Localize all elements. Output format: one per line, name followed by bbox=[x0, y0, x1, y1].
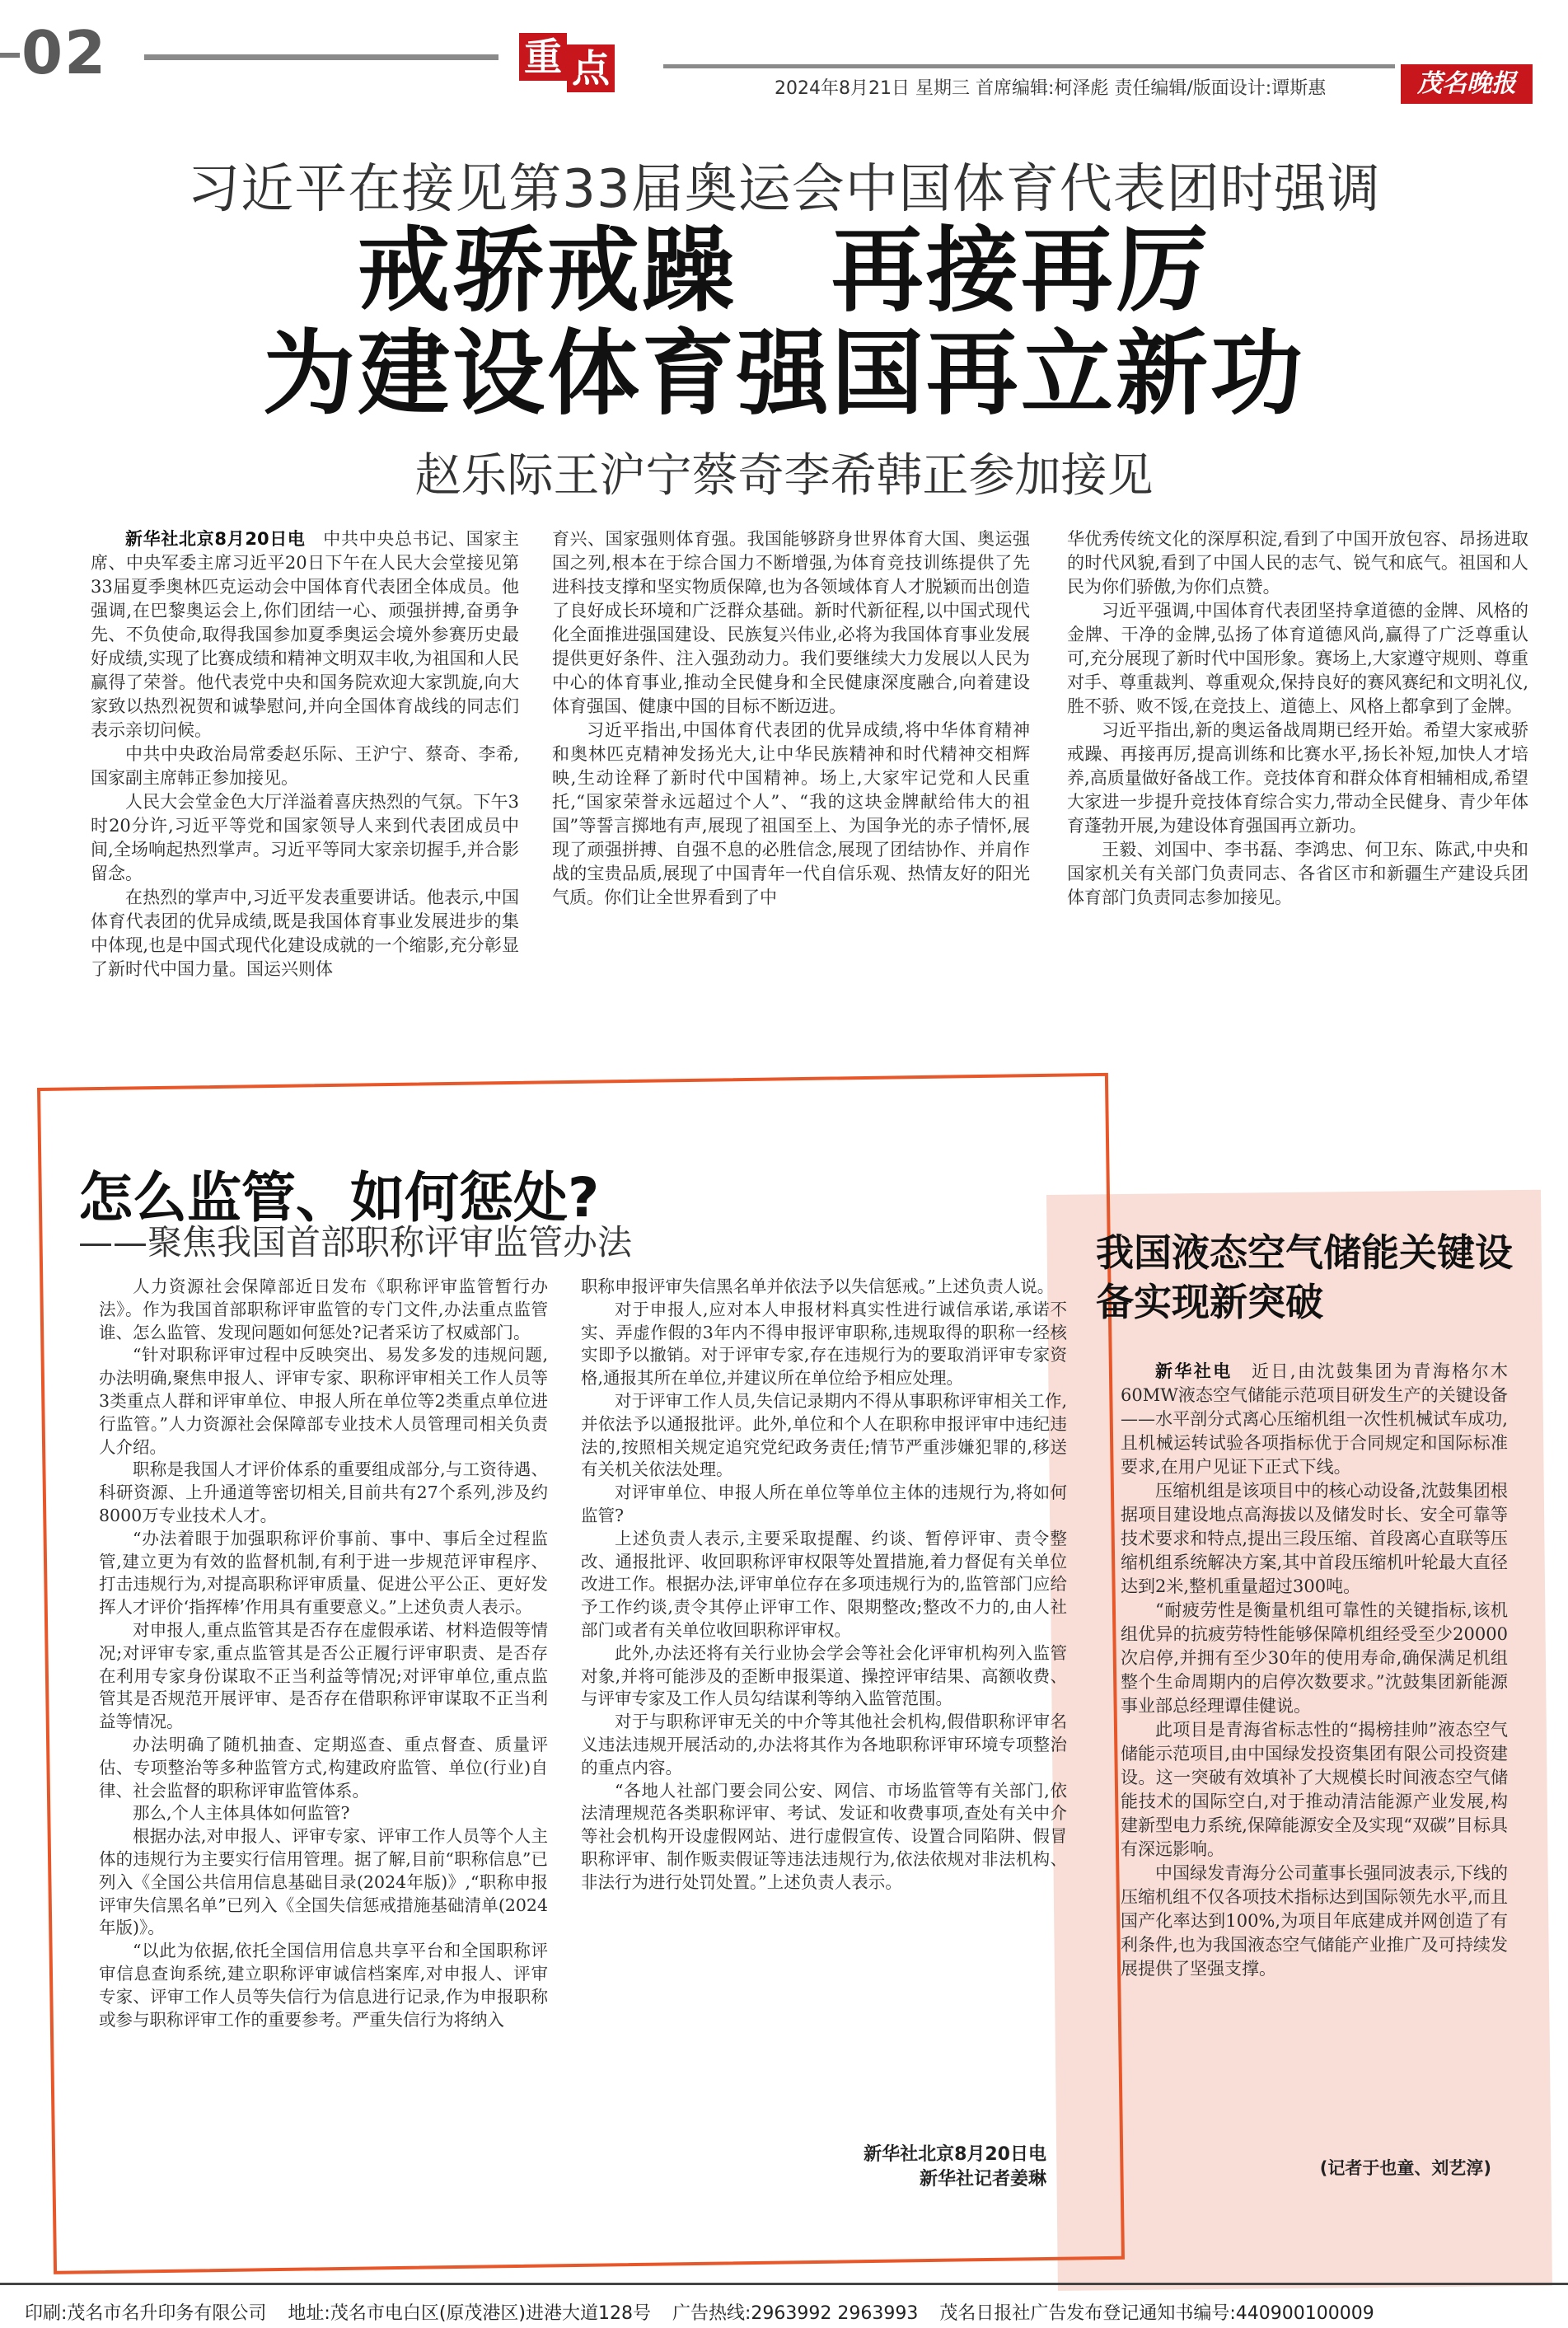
regulation-para: 职称申报评审失信黑名单并依法予以失信惩戒。”上述负责人说。 bbox=[581, 1276, 1055, 1296]
footer-address: 地址:茂名市电白区(原茂港区)进港大道128号 bbox=[288, 2303, 651, 2324]
main-story-para: 育兴、国家强则体育强。我国能够跻身世界体育大国、奥运强国之列,根本在于综合国力不断增强,为体育竞技训练提供了先进科技支撑和坚实物质保障,也为各领域体育人才脱颖而出创造了良好成长环境和广泛群众基础。新时代新征程,以中国式现代化全面推进强国建设、民族复兴伟业,必将为我国体育事业发展提供更好条件、注入强劲动力。我们要继续大力发展以人民为中心的体育事业,推动全民健身和全民健康深度融合,向着建设体育强国、健康中国的目标不断迈进。 bbox=[552, 529, 1030, 716]
main-story-para: 新华社北京8月20日电 中共中央总书记、国家主席、中央军委主席习近平20日下午在人民大会堂接见第33届夏季奥林匹克运动会中国体育代表团全体成员。他强调,在巴黎奥运会上,你们团结一心、顽强拼搏,奋勇争先、不负使命,取得我国参加夏季奥运会境外参赛历史最好成绩,实现了比赛成绩和精神文明双丰收,为祖国和人民赢得了荣誉。他代表党中央和国务院欢迎大家凯旋,向大家致以热烈祝贺和诚挚慰问,并向全国体育战线的同志们表示亲切问候。 bbox=[91, 529, 520, 740]
energy-byline: (记者于也童、刘艺淳) bbox=[1319, 2158, 1491, 2178]
main-story-para: 华优秀传统文化的深厚积淀,看到了中国开放包容、昂扬进取的时代风貌,看到了中国人民的志气、锐气和底气。祖国和人民为你们骄傲,为你们点赞。 bbox=[1067, 529, 1528, 597]
issue-info: 2024年8月21日 星期三 首席编辑:柯泽彪 责任编辑/版面设计:谭斯惠 bbox=[775, 78, 1327, 99]
regulation-para: 根据办法,对申报人、评审专家、评审工作人员等个人主体的违规行为主要实行信用管理。据了解,目前“职称信息”已列入《全国公共信用信息基础目录(2024年版)》,“职称申报评审失信黑名单”已列入《全国失信惩戒措施基础清单(2024年版)》。 bbox=[99, 1826, 548, 1938]
masthead-logo: 茂名晚报 bbox=[1401, 64, 1533, 104]
energy-story-body bbox=[1121, 1360, 1508, 1981]
regulation-byline bbox=[742, 2143, 1046, 2192]
regulation-byline-dateline: 新华社北京8月20日电 bbox=[864, 2144, 1046, 2165]
energy-para: 中国绿发青海分公司董事长强同波表示,下线的压缩机组不仅各项技术指标达到国际领先水平,而且国产化率达到100%,为项目年底建成并网创造了有利条件,也为我国液态空气储能产业推广及可持续发展提供了坚强支撑。 bbox=[1121, 1863, 1508, 1979]
footer-ad-license: 茂名日报社广告发布登记通知书编号:440900100009 bbox=[939, 2303, 1374, 2324]
regulation-para: 对申报人,重点监管其是否存在虚假承诺、材料造假等情况;对评审专家,重点监管其是否公正履行评审职责、是否存在利用专家身份谋取不正当利益等情况;对评审单位,重点监管其是否规范开展评审、是否存在借职称评审谋取不正当利益等情况。 bbox=[99, 1619, 548, 1732]
energy-para: 此项目是青海省标志性的“揭榜挂帅”液态空气储能示范项目,由中国绿发投资集团有限公司投资建设。这一突破有效填补了大规模长时间液态空气储能技术的国际空白,对于推动清洁能源产业发展,构建新型电力系统,保障能源安全及实现“双碳”目标具有深远影响。 bbox=[1121, 1720, 1508, 1859]
main-story-para: 习近平指出,新的奥运备战周期已经开始。希望大家戒骄戒躁、再接再厉,提高训练和比赛水平,扬长补短,加快人才培养,高质量做好备战工作。竞技体育和群众体育相辅相成,希望大家进一步提升竞技体育综合实力,带动全民健身、青少年体育蓬勃开展,为建设体育强国再立新功。 bbox=[1067, 720, 1528, 836]
energy-para: 新华社电 近日,由沈鼓集团为青海格尔木60MW液态空气储能示范项目研发生产的关键设备——水平剖分式离心压缩机组一次性机械试车成功,且机械运转试验各项指标优于合同规定和国际标准要求,在用户见证下正式下线。 bbox=[1121, 1361, 1508, 1477]
regulation-para: “各地人社部门要会同公安、网信、市场监管等有关部门,依法清理规范各类职称评审、考试、发证和收费事项,查处有关中介等社会机构开设虚假网站、进行虚假宣传、设置合同陷阱、假冒职称评审、制作贩卖假证等违法违规行为,依法依规对非法机构、非法行为进行处罚处置。”上述负责人表示。 bbox=[581, 1780, 1067, 1892]
regulation-story-column-1 bbox=[99, 1276, 548, 2031]
section-tag-char-2: 点 bbox=[567, 44, 615, 92]
regulation-para: 上述负责人表示,主要采取提醒、约谈、暂停评审、责令整改、通报批评、收回职称评审权限等处置措施,着力督促有关单位改进工作。根据办法,评审单位存在多项违规行为的,监管部门应给予工作约谈,责令其停止评审工作、限期整改;整改不力的,由人社部门或者有关单位收回职称评审权。 bbox=[581, 1528, 1067, 1640]
regulation-para: 此外,办法还将有关行业协会学会等社会化评审机构列入监管对象,并将可能涉及的歪断申报渠道、操控评审结果、高额收费、与评审专家及工作人员勾结谋利等纳入监管范围。 bbox=[581, 1642, 1067, 1709]
main-story-subtitle: 赵乐际王沪宁蔡奇李希韩正参加接见 bbox=[414, 449, 1154, 503]
energy-story-title: 我国液态空气储能关键设备实现新突破 bbox=[1096, 1230, 1513, 1324]
footer-ad-hotline: 广告热线:2963992 2963993 bbox=[672, 2303, 919, 2324]
footer bbox=[25, 2299, 1549, 2325]
regulation-para: 对于申报人,应对本人申报材料真实性进行诚信承诺,承诺不实、弄虚作假的3年内不得申报评审职称,违规取得的职称一经核实即予以撤销。对于评审专家,存在违规行为的要取消评审专家资格,通报其所在单位,并建议所在单位给予相应处理。 bbox=[581, 1299, 1067, 1389]
main-story-para: 在热烈的掌声中,习近平发表重要讲话。他表示,中国体育代表团的优异成绩,既是我国体育事业发展进步的集中体现,也是中国式现代化建设成就的一个缩影,充分彰显了新时代中国力量。国运兴则体 bbox=[91, 888, 519, 979]
page-number: 02 bbox=[21, 18, 108, 87]
main-story-title-line1: 戒骄戒躁 再接再厉 bbox=[358, 218, 1210, 325]
header-rule-right bbox=[663, 64, 1395, 68]
main-story-column-3 bbox=[1067, 527, 1528, 910]
regulation-story-column-2 bbox=[581, 1276, 1067, 1895]
regulation-para: 对评审单位、申报人所在单位等单位主体的违规行为,将如何监管? bbox=[581, 1483, 1067, 1525]
main-story-para: 习近平指出,中国体育代表团的优异成绩,将中华体育精神和奥林匹克精神发扬光大,让中华民族精神和时代精神交相辉映,生动诠释了新时代中国精神。场上,大家牢记党和人民重托,“国家荣誉永远超过个人”、“我的这块金牌献给伟大的祖国”等誓言掷地有声,展现了祖国至上、为国争光的赤子情怀,展现了顽强拼搏、自强不息的必胜信念,展现了团结协作、并肩作战的宝贵品质,展现了中国青年一代自信乐观、热情友好的阳光气质。你们让全世界看到了中 bbox=[552, 720, 1030, 907]
regulation-para: 对于评审工作人员,失信记录期内不得从事职称评审相关工作,并依法予以通报批评。此外,单位和个人在职称申报评审中违纪违法的,按照相关规定追究党纪政务责任;情节严重涉嫌犯罪的,移送有关机关依法处理。 bbox=[581, 1390, 1067, 1480]
regulation-para: 办法明确了随机抽查、定期巡查、重点督查、质量评估、专项整治等多种监管方式,构建政府监管、单位(行业)自律、社会监督的职称评审监管体系。 bbox=[99, 1734, 548, 1801]
section-tag-char-1: 重 bbox=[519, 33, 567, 81]
regulation-para: “以此为依据,依托全国信用信息共享平台和全国职称评审信息查询系统,建立职称评审诚信档案库,对申报人、评审专家、评审工作人员等失信行为信息进行记录,作为申报职称或参与职称评审工作的重要参考。严重失信行为将纳入 bbox=[99, 1941, 548, 2030]
regulation-para: 职称是我国人才评价体系的重要组成部分,与工资待遇、科研资源、上升通道等密切相关,目前共有27个系列,涉及约8000万专业技术人才。 bbox=[99, 1459, 548, 1525]
regulation-para: 对于与职称评审无关的中介等其他社会机构,假借职称评审名义违法违规开展活动的,办法将其作为各地职称评审环境专项整治的重点内容。 bbox=[581, 1712, 1067, 1778]
regulation-para: 那么,个人主体具体如何监管? bbox=[133, 1803, 350, 1824]
footer-printer: 印刷:茂名市名升印务有限公司 bbox=[25, 2303, 267, 2324]
main-story-para: 中共中央政治局常委赵乐际、王沪宁、蔡奇、李希,国家副主席韩正参加接见。 bbox=[91, 744, 519, 788]
section-tag bbox=[519, 33, 618, 99]
regulation-story-subtitle: ——聚焦我国首部职称评审监管办法 bbox=[78, 1222, 633, 1262]
main-story-dateline: 新华社北京8月20日电 bbox=[125, 529, 306, 549]
regulation-para: “办法着眼于加强职称评价事前、事中、事后全过程监管,建立更为有效的监督机制,有利于进一步规范评审程序、打击违规行为,对提高职称评审质量、促进公平公正、更好发挥人才评价‘指挥棒’作用具有重要意义。”上述负责人表示。 bbox=[99, 1528, 548, 1618]
footer-rule bbox=[0, 2283, 1568, 2285]
regulation-para: “针对职称评审过程中反映突出、易发多发的违规问题,办法明确,聚焦申报人、评审专家、职称评审相关工作人员等3类重点人群和评审单位、申报人所在单位等2类重点单位进行监管。”人力资源社会保障部专业技术人员管理司相关负责人介绍。 bbox=[99, 1345, 548, 1457]
regulation-para: 人力资源社会保障部近日发布《职称评审监管暂行办法》。作为我国首部职称评审监管的专门文件,办法重点监管谁、怎么监管、发现问题如何惩处?记者采访了权威部门。 bbox=[99, 1276, 548, 1342]
regulation-byline-reporter: 新华社记者姜琳 bbox=[919, 2169, 1046, 2190]
main-story-title-line2: 为建设体育强国再立新功 bbox=[263, 321, 1305, 428]
energy-story-dateline: 新华社电 bbox=[1155, 1361, 1233, 1381]
main-story-para: 人民大会堂金色大厅洋溢着喜庆热烈的气氛。下午3时20分许,习近平等党和国家领导人来到代表团成员中间,全场响起热烈掌声。习近平等同大家亲切握手,并合影留念。 bbox=[91, 792, 519, 883]
regulation-story-title: 怎么监管、如何惩处? bbox=[78, 1166, 600, 1230]
header-rule-left bbox=[144, 54, 498, 60]
main-story-column-1 bbox=[91, 527, 519, 981]
main-story-kicker: 习近平在接见第33届奥运会中国体育代表团时强调 bbox=[187, 159, 1381, 220]
main-story-para: 习近平强调,中国体育代表团坚持拿道德的金牌、风格的金牌、干净的金牌,弘扬了体育道德风尚,赢得了广泛尊重认可,充分展现了新时代中国形象。赛场上,大家遵守规则、尊重对手、尊重裁判、尊重观众,保持良好的赛风赛纪和文明礼仪,胜不骄、败不馁,在竞技上、道德上、风格上都拿到了金牌。 bbox=[1067, 601, 1528, 716]
main-story-para: 王毅、刘国中、李书磊、李鸿忠、何卫东、陈武,中央和国家机关有关部门负责同志、各省区市和新疆生产建设兵团体育部门负责同志参加接见。 bbox=[1067, 840, 1528, 907]
main-story-column-2 bbox=[552, 527, 1030, 910]
energy-para: “耐疲劳性是衡量机组可靠性的关键指标,该机组优异的抗疲劳特性能够保障机组经受至少20000次启停,并拥有至少30年的使用寿命,确保满足机组整个生命周期内的启停次数要求。”沈鼓集团新能源事业部总经理谭佳健说。 bbox=[1121, 1600, 1508, 1716]
energy-para: 压缩机组是该项目中的核心动设备,沈鼓集团根据项目建设地点高海拔以及储发时长、安全可靠等技术要求和特点,提出三段压缩、首段离心直联等压缩机组系统解决方案,其中首段压缩机叶轮最大直径达到2米,整机重量超过300吨。 bbox=[1121, 1481, 1508, 1596]
